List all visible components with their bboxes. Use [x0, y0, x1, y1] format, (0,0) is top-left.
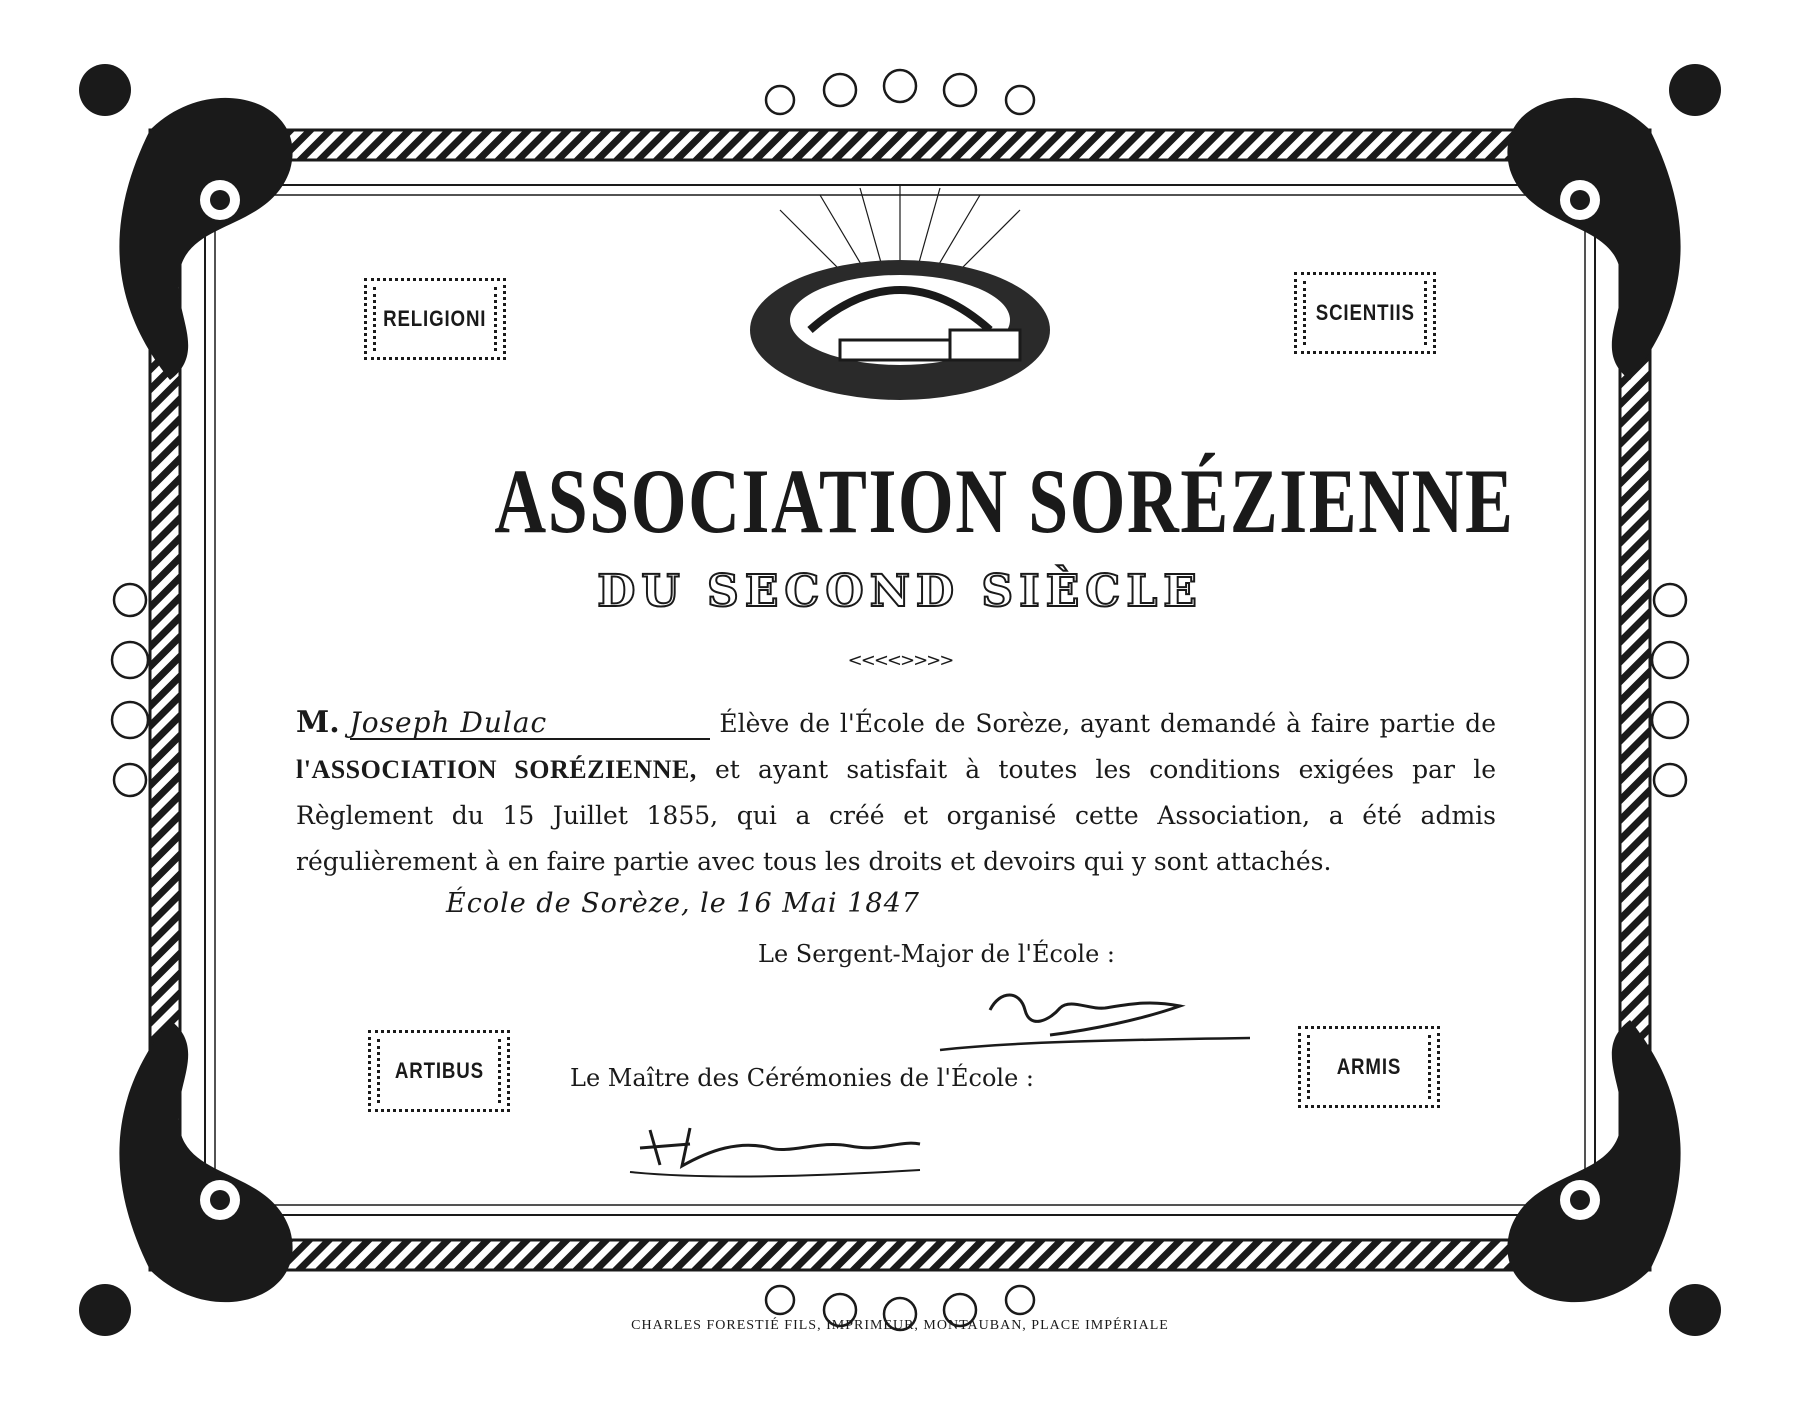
- certificate-subtitle: DU SECOND SIÈCLE: [597, 566, 1203, 617]
- maitre-ceremonies-signature: [620, 1110, 940, 1190]
- body-line-1: Élève de l'École de Sorèze, ayant demandé à faire partie de: [719, 709, 1496, 738]
- plaque-armis: [1298, 1026, 1440, 1108]
- maitre-ceremonies-label: Le Maître des Cérémonies de l'École :: [570, 1064, 1034, 1092]
- association-name: l'ASSOCIATION SORÉZIENNE,: [296, 755, 697, 784]
- member-name: Joseph Dulac: [350, 708, 710, 740]
- certificate-body: [296, 700, 1496, 885]
- place-and-date: École de Sorèze, le 16 Mai 1847: [446, 888, 920, 919]
- plaque-label: ARTIBUS: [394, 1058, 484, 1083]
- plaque-label: SCIENTIIS: [1315, 300, 1415, 325]
- plaque-label: ARMIS: [1336, 1054, 1402, 1079]
- plaque-scientiis: [1294, 272, 1436, 354]
- certificate-title: ASSOCIATION SORÉZIENNE: [494, 450, 1515, 552]
- printer-imprint: CHARLES FORESTIÉ FILS, IMPRIMEUR, MONTAUBAN, PLACE IMPÉRIALE: [631, 1318, 1169, 1333]
- body-line-2: et ayant satisfait à toutes les conditions exigées par le Règlement: [296, 755, 1496, 830]
- salutation: M.: [296, 705, 340, 740]
- plaque-religioni: [364, 278, 506, 360]
- plaque-label: RELIGIONI: [383, 306, 487, 331]
- sergent-major-label: Le Sergent-Major de l'École :: [758, 940, 1116, 968]
- laurel-emblem-icon: [720, 180, 1080, 410]
- sergent-major-signature: [930, 980, 1260, 1060]
- body-line-4: partie avec tous les droits et devoirs qui y sont attachés.: [613, 847, 1332, 876]
- divider-ornament: <<<<>>>>: [847, 650, 953, 671]
- plaque-artibus: [368, 1030, 510, 1112]
- body-line-3: du 15 Juillet 1855, qui a créé et organisé cette Association, a été admis régulièrement à en faire: [296, 801, 1496, 876]
